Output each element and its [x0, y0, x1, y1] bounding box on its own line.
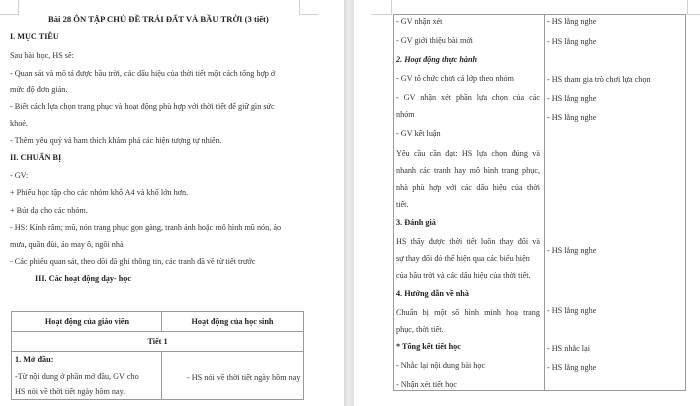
teacher-activity-text: - GV nhận xét [396, 17, 443, 26]
body-text: - Thêm yêu quý và ham thích khám phá các hiện tượng tự nhiên. [10, 136, 222, 145]
student-activity-text: - HS tham gia trò chơi lựa chọn [547, 75, 651, 84]
table-header-row [12, 312, 303, 332]
lesson-title: Bài 28 ÔN TẬP CHỦ ĐỀ TRÁI ĐẤT VÀ BẦU TRỜI (3 tiết) [48, 14, 269, 24]
column-divider [544, 15, 545, 390]
assessment-text: của bầu trời và các dấu hiệu của thời tiết. [396, 271, 531, 280]
table-row [12, 352, 303, 400]
body-text: - Các phiếu quan sát, theo dõi đã ghi thông tin, các tranh đã vẽ từ tiết trước [10, 257, 256, 266]
body-text: Sau bài học, HS sẽ: [10, 51, 74, 60]
teacher-activity-text: - Nhận xét tiết học [396, 380, 457, 389]
document-page-left [0, 0, 344, 406]
student-activity-text: - HS lắng nghe [547, 113, 597, 122]
student-activity-text: - HS lắng nghe [547, 363, 597, 372]
body-text: + Bút dạ cho các nhóm. [10, 206, 88, 215]
section-assessment-heading: 3. Đánh giá [396, 218, 436, 227]
crop-mark-top-right [299, 0, 318, 15]
body-text: mức độ đơn giản. [10, 85, 68, 94]
heading-objectives: I. MỤC TIÊU [10, 32, 59, 41]
body-text: mưa, quần đùi, áo may ô, ngôi nhà [10, 240, 124, 249]
document-page-right [354, 0, 700, 406]
requirement-text: Yêu cầu cần đạt: HS lựa chọn đúng và [396, 149, 540, 158]
requirement-text: nhà phù hợp với các dấu hiệu của thời [396, 183, 540, 192]
header-student-activity: Hoạt động của học sinh [191, 317, 274, 326]
teacher-activity-text: - GV tổ chức chơi cả lớp theo nhóm [396, 74, 514, 83]
requirement-text: nhanh các tranh hay mô hình trang phục, [396, 166, 540, 175]
student-activity-text: - HS nói về thời tiết ngày hôm nay [187, 373, 301, 382]
body-text: - Quan sát và mô tả được bầu trời, các dấu hiệu của thời tiết một cách tổng hợp ở [10, 69, 276, 78]
teacher-activity-text: - Nhắc lại nội dung bài học [396, 361, 486, 370]
period-label: Tiết 1 [147, 337, 168, 346]
page-gap [344, 0, 354, 406]
table-period-row [12, 332, 303, 352]
student-activity-text: - HS lắng nghe [547, 94, 597, 103]
body-text: - Biết cách lựa chọn trang phục và hoạt động phù hợp với thời tiết để giữ gìn sức [10, 102, 275, 111]
crop-mark-top-left [371, 0, 392, 15]
student-activity-text: - HS lắng nghe [547, 37, 597, 46]
body-text: + Phiếu học tập cho các nhóm khổ A4 và khổ lớn hơn. [10, 188, 189, 197]
assessment-text: HS thấy được thời tiết luôn thay đổi và [396, 237, 540, 246]
homework-text: Chuẩn bị một số hình minh hoạ trang [396, 308, 540, 317]
body-text: - GV: [10, 171, 29, 180]
lesson-activities-table-continued [393, 14, 686, 391]
section-opening-heading: 1. Mở đầu: [15, 355, 54, 364]
teacher-activity-text: - GV giới thiệu bài mới [396, 36, 473, 45]
assessment-text: sự thay đổi đó thể hiện qua các biểu hiện [396, 254, 530, 263]
lesson-activities-table [11, 311, 304, 400]
student-activity-text: - HS nhắc lại [547, 344, 590, 353]
student-activity-text: - HS lắng nghe [547, 17, 597, 26]
body-text: - HS: Kính râm; mũ, nón trang phục gọn gàng, tranh ảnh hoặc mô hình mũ nón, áo [10, 223, 282, 232]
crop-mark-top-right [687, 0, 700, 15]
crop-mark-top-left [0, 0, 19, 15]
section-practice-heading: 2. Hoạt động thực hành [396, 55, 478, 64]
heading-preparation: II. CHUẨN BỊ [10, 153, 62, 162]
teacher-activity-text: - GV kết luận [396, 129, 441, 138]
body-text: khoẻ. [10, 119, 28, 128]
section-homework-heading: 4. Hướng dẫn về nhà [396, 289, 469, 298]
teacher-activity-text: - GV nhận xét phần lựa chọn của các [396, 93, 540, 102]
heading-activities: III. Các hoạt động dạy- học [35, 274, 131, 283]
teacher-activity-text: HS nói về thời tiết ngày hôm nay. [15, 387, 126, 396]
teacher-activity-text: -Từ nội dung ở phần mở đầu, GV cho [15, 372, 139, 381]
student-activity-text: - HS lắng nghe [547, 306, 597, 315]
requirement-text: tiết. [396, 200, 409, 209]
section-summary-heading: * Tổng kết tiết học [396, 342, 461, 351]
teacher-activity-text: nhóm [396, 110, 415, 119]
header-teacher-activity: Hoạt động của giáo viên [44, 317, 130, 326]
homework-text: phục, thời tiết. [396, 325, 444, 334]
student-activity-text: - HS lắng nghe [547, 246, 597, 255]
